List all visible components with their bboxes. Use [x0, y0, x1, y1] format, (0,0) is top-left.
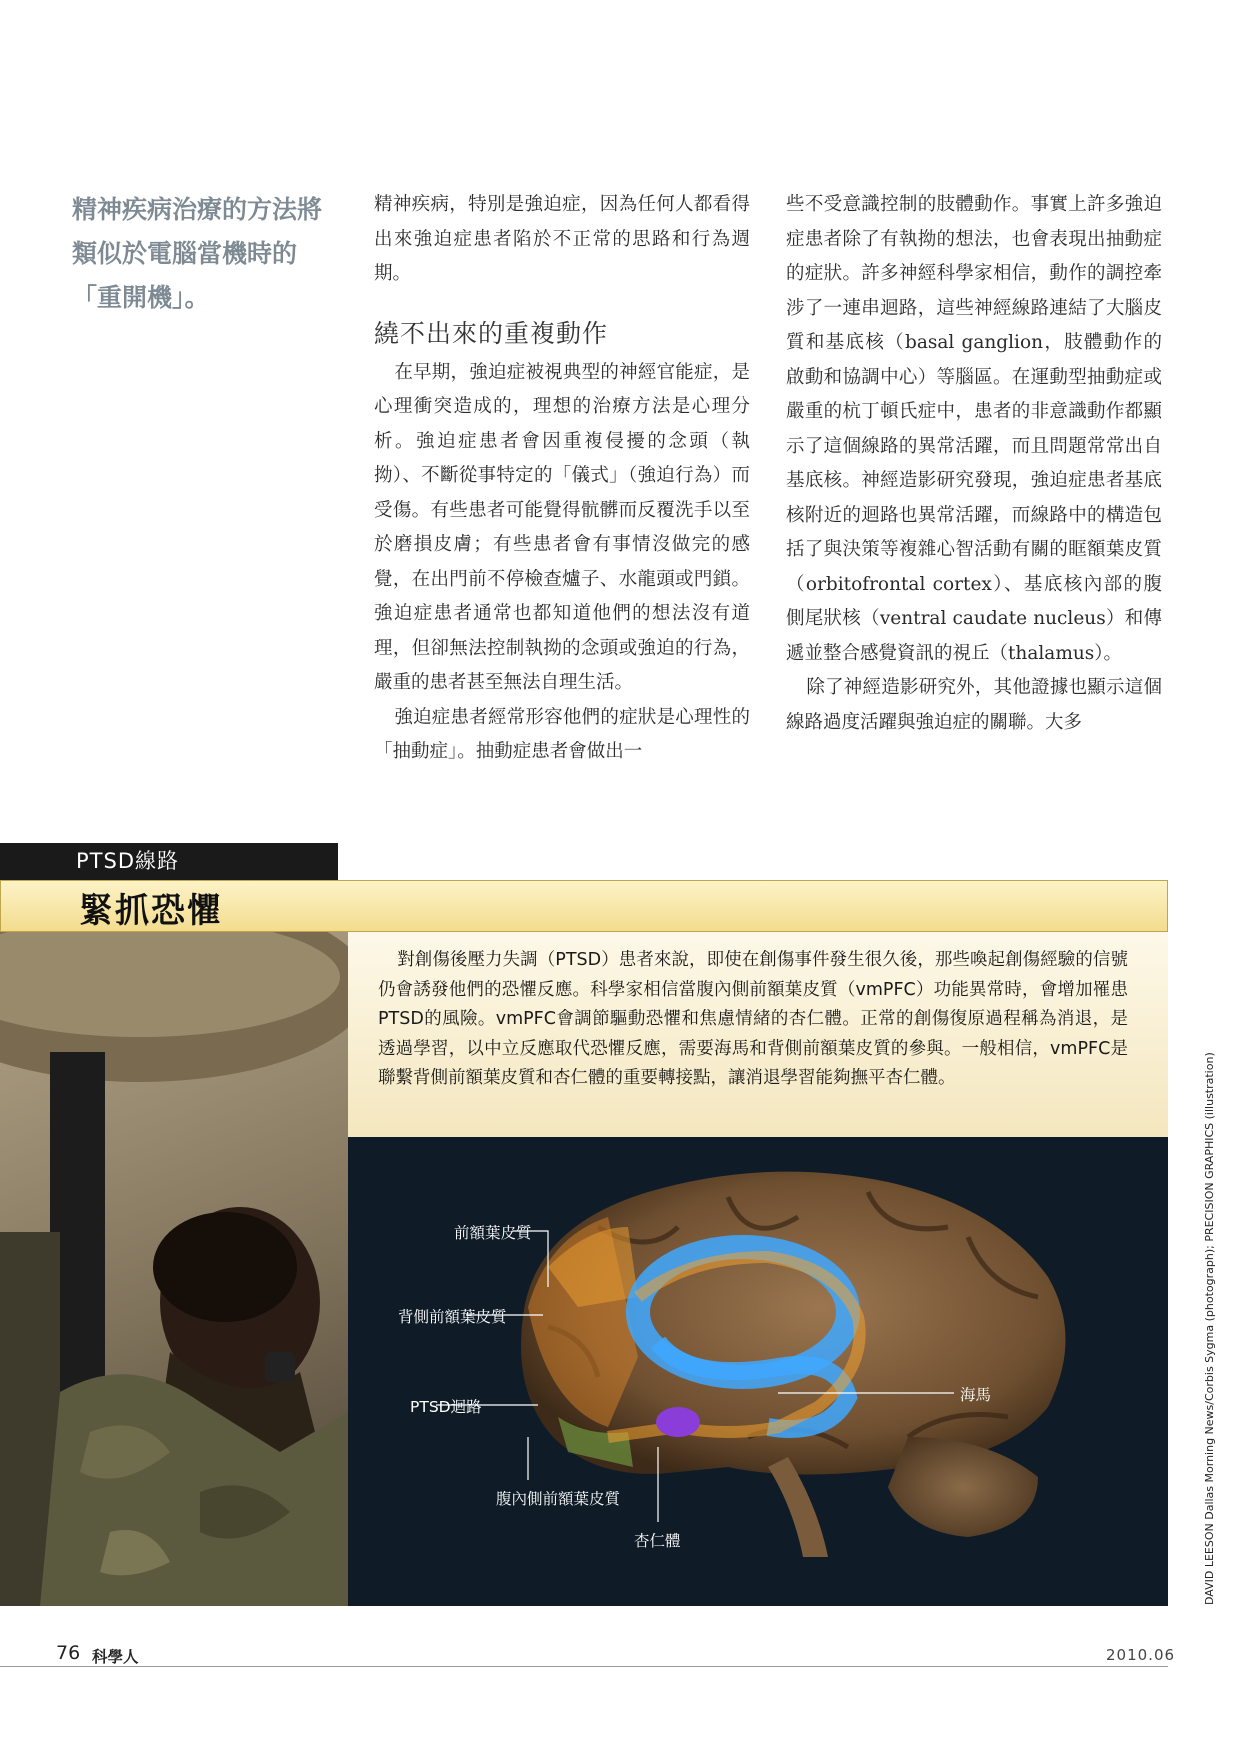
brain-illustration — [348, 1137, 1168, 1606]
sidebar-title-bar — [0, 880, 1168, 932]
label-prefrontal-cortex: 前額葉皮質 — [454, 1224, 532, 1242]
paragraph: 在早期，強迫症被視典型的神經官能症，是心理衝突造成的，理想的治療方法是心理分析。強迫症患者會因重複侵擾的念頭（執拗）、不斷從事特定的「儀式」（強迫行為）而受傷。有些患者可能覺得骯髒而反覆洗手以至於磨損皮膚；有些患者會有事情沒做完的感覺，在出門前不停檢查爐子、水龍頭或門鎖。強迫症患者通常也都知道他們的想法沒有道理，但卻無法控制執拗的念頭或強迫的行為，嚴重的患者甚至無法自理生活。 — [374, 361, 750, 693]
label-vmpfc: 腹內側前額葉皮質 — [496, 1490, 621, 1508]
photo-illustration — [0, 932, 348, 1606]
paragraph: 些不受意識控制的肢體動作。事實上許多強迫症患者除了有執拗的想法，也會表現出抽動症的症狀。許多神經科學家相信，動作的調控牽涉了一連串迴路，這些神經線路連結了大腦皮質和基底核（basal ganglion，肢體動作的啟動和協調中心）等腦區。在運動型抽動症或嚴重的杭丁頓氏症中，患者的非意識動作都顯示了這個線路的異常活躍，而且問題常常出自基底核。神經造影研究發現，強迫症患者基底核附近的迴路也異常活躍，而線路中的構造包括了與決策等複雜心智活動有關的眶額葉皮質（orbitofrontal cortex）、基底核內部的腹側尾狀核（ventral caudate nucleus）和傳遞並整合感覺資訊的視丘（thalamus）。 — [786, 194, 1162, 664]
soldier-photo — [0, 932, 348, 1606]
footer-rule — [0, 1666, 1168, 1667]
article-column-2 — [786, 188, 1162, 740]
page-number: 76 — [56, 1642, 81, 1664]
description-text: 對創傷後壓力失調（PTSD）患者來說，即使在創傷事件發生很久後，那些喚起創傷經驗的信號仍會誘發他們的恐懼反應。科學家相信當腹內側前額葉皮質（vmPFC）功能異常時，會增加罹患PTSD的風險。vmPFC會調節驅動恐懼和焦慮情緒的杏仁體。正常的創傷復原過程稱為消退，是透過學習，以中立反應取代恐懼反應，需要海馬和背側前額葉皮質的參與。一般相信，vmPFC是聯繫背側前額葉皮質和杏仁體的重要轉接點，讓消退學習能夠撫平杏仁體。 — [378, 950, 1128, 1088]
label-hippocampus: 海馬 — [960, 1386, 992, 1404]
section-subheading: 繞不出來的重複動作 — [374, 318, 609, 348]
paragraph: 精神疾病，特別是強迫症，因為任何人都看得出來強迫症患者陷於不正常的思路和行為週期。 — [374, 194, 750, 284]
photo-credit: DAVID LEESON Dallas Morning News/Corbis Sygma (photograph); PRECISION GRAPHICS (illustration) — [1203, 1052, 1216, 1605]
label-ptsd-circuit: PTSD迴路 — [410, 1398, 482, 1416]
magazine-name: 科學人 — [92, 1648, 139, 1666]
brain-diagram — [348, 1137, 1168, 1606]
sidebar-title: 緊抓恐懼 — [79, 891, 223, 931]
article-column-1 — [374, 188, 750, 770]
label-dorsal-pfc: 背側前額葉皮質 — [398, 1308, 507, 1326]
label-amygdala: 杏仁體 — [634, 1532, 681, 1550]
sidebar-description — [348, 932, 1168, 1137]
issue-date: 2010.06 — [1106, 1646, 1176, 1664]
pull-quote: 精神疾病治療的方法將類似於電腦當機時的「重開機」。 — [72, 195, 323, 312]
paragraph: 除了神經造影研究外，其他證據也顯示這個線路過度活躍與強迫症的關聯。大多 — [786, 677, 1162, 733]
sidebar-tab-label: PTSD線路 — [0, 843, 338, 880]
paragraph: 強迫症患者經常形容他們的症狀是心理性的「抽動症」。抽動症患者會做出一 — [374, 706, 750, 762]
